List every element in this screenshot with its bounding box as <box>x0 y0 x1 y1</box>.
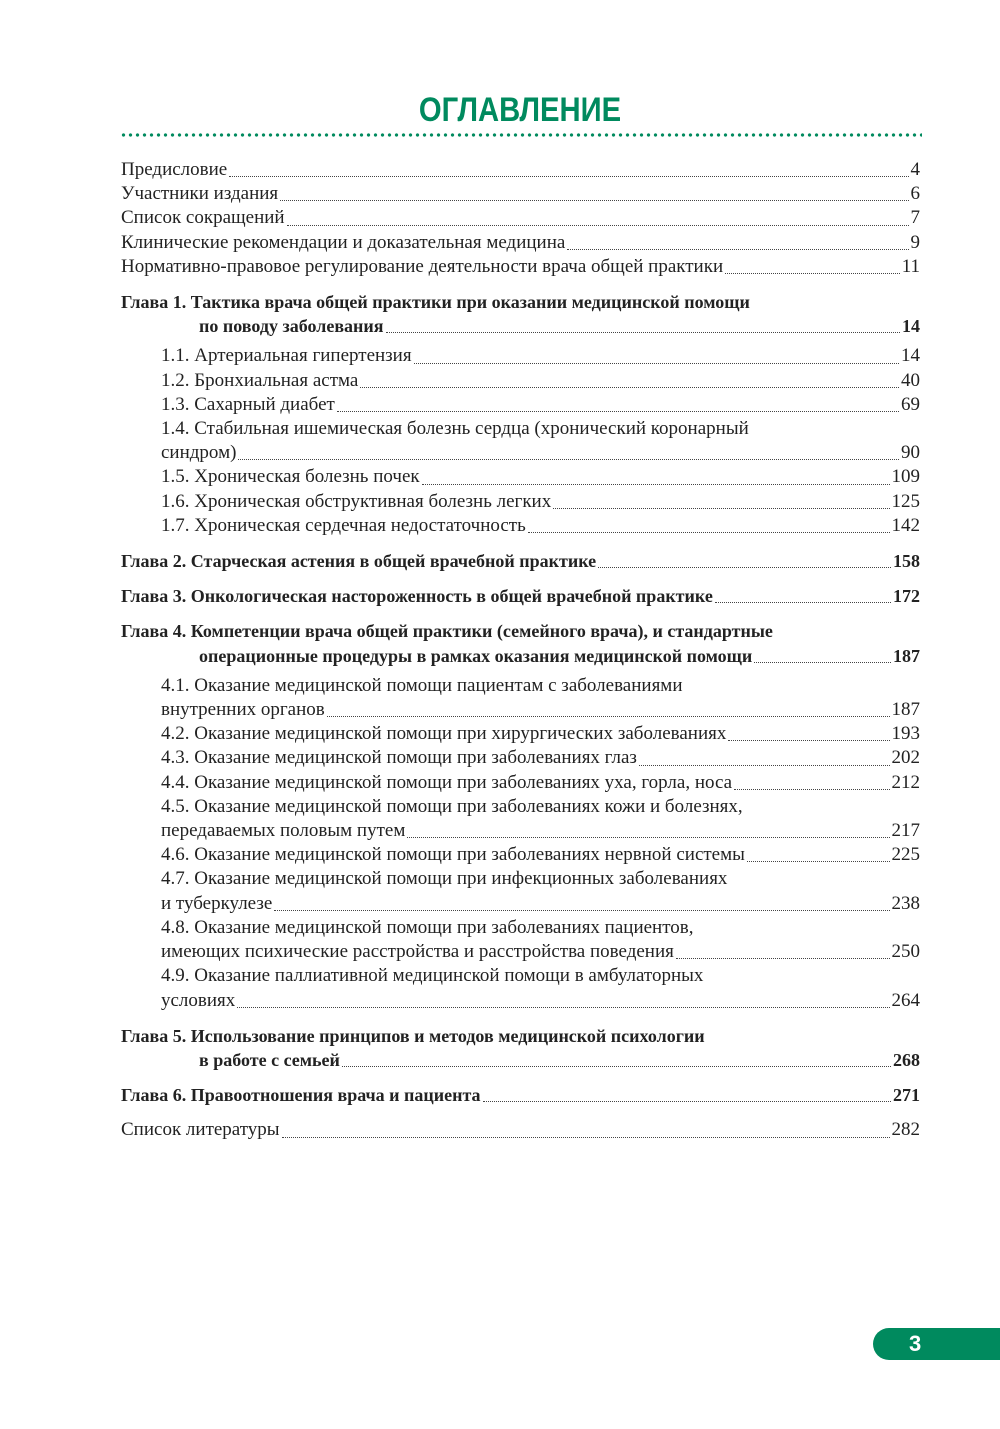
toc-entry-preface[interactable] <box>121 158 920 182</box>
dot-leader <box>386 331 900 333</box>
dot-leader <box>747 860 890 862</box>
toc-entry-page: 187 <box>893 645 920 666</box>
toc-section-1-6[interactable] <box>161 490 920 514</box>
toc-entry-page: 109 <box>891 466 920 488</box>
toc-entry-page: 40 <box>901 369 920 391</box>
dot-leader <box>422 483 890 485</box>
toc-entry-page: 6 <box>910 183 920 205</box>
toc-entry-label: Клинические рекомендации и доказательная медицина <box>121 231 566 253</box>
toc-entry-label: 4.1. Оказание медицинской помощи пациентам с заболеваниями <box>161 674 683 696</box>
dot-leader <box>407 836 889 838</box>
toc-section-1-4[interactable] <box>161 417 920 465</box>
toc-chapter-2[interactable] <box>121 549 920 573</box>
toc-entry-label-cont: внутренних органов <box>161 699 325 721</box>
toc-entry-label: 4.8. Оказание медицинской помощи при заболеваниях пациентов, <box>161 916 694 938</box>
toc-entry-page: 225 <box>891 844 920 866</box>
chapter-title: Глава 3. Онкологическая настороженность в общей врачебной практике <box>121 586 713 607</box>
chapter-title-cont: операционные процедуры в рамках оказания медицинской помощи <box>199 645 753 666</box>
dot-leader <box>327 715 890 717</box>
toc-entry-page: 193 <box>891 723 920 745</box>
toc-entry-label: 1.3. Сахарный диабет <box>161 393 335 415</box>
toc-entry-page: 14 <box>901 345 920 367</box>
toc-entry-abbreviations[interactable] <box>121 206 920 230</box>
toc-section-4-1[interactable] <box>161 674 920 722</box>
dotted-divider <box>120 132 922 138</box>
chapter-title-cont: в работе с семьей <box>199 1049 340 1070</box>
toc-entry-page: 264 <box>891 989 920 1011</box>
toc-entry-page: 7 <box>910 207 920 229</box>
toc-entry-page: 250 <box>891 941 920 963</box>
dot-leader <box>274 909 889 911</box>
dot-leader <box>287 224 909 226</box>
toc-entry-page: 4 <box>910 159 920 180</box>
toc-entry-label: 4.4. Оказание медицинской помощи при заболеваниях уха, горла, носа <box>161 771 733 793</box>
toc-section-4-4[interactable] <box>161 771 920 795</box>
toc-entry-page: 268 <box>893 1049 920 1070</box>
chapter-title: Глава 6. Правоотношения врача и пациента <box>121 1085 481 1106</box>
dot-leader <box>337 410 899 412</box>
dot-leader <box>360 386 899 388</box>
dot-leader <box>728 739 889 741</box>
dot-leader <box>280 199 908 201</box>
toc-entry-contributors[interactable] <box>121 182 920 206</box>
toc-entry-label: 4.2. Оказание медицинской помощи при хирургических заболеваниях <box>161 723 727 745</box>
toc-entry-label: 1.6. Хроническая обструктивная болезнь легких <box>161 490 552 512</box>
toc-entry-page: 90 <box>901 442 920 464</box>
toc-entry-regulation[interactable] <box>121 255 920 279</box>
toc-entry-page: 187 <box>891 699 920 721</box>
dot-leader <box>725 272 900 274</box>
chapter-title: Глава 4. Компетенции врача общей практики (семейного врача), и стандартные <box>121 621 773 642</box>
toc-entry-references[interactable] <box>121 1118 920 1142</box>
chapter-title: Глава 5. Использование принципов и методов медицинской психологии <box>121 1025 705 1046</box>
toc-entry-label: 1.1. Артериальная гипертензия <box>161 345 412 367</box>
toc-section-1-1[interactable] <box>161 344 920 368</box>
toc-entry-label: 4.9. Оказание паллиативной медицинской помощи в амбулаторных <box>161 965 704 987</box>
toc-entry-label: Список сокращений <box>121 207 285 229</box>
toc-section-4-8[interactable] <box>161 916 920 964</box>
dot-leader <box>483 1100 891 1102</box>
toc-entry-label: 4.3. Оказание медицинской помощи при заболеваниях глаз <box>161 747 637 769</box>
toc-entry-page: 142 <box>891 514 920 536</box>
toc-entry-page: 202 <box>891 747 920 769</box>
toc-section-1-5[interactable] <box>161 465 920 489</box>
toc-section-1-2[interactable] <box>161 369 920 393</box>
toc-entry-page: 238 <box>891 892 920 914</box>
table-of-contents <box>121 158 920 1143</box>
toc-entry-guidelines[interactable] <box>121 231 920 255</box>
dot-leader <box>553 507 889 509</box>
chapter-title: Глава 2. Старческая астения в общей врачебной практике <box>121 551 597 572</box>
toc-chapter-6[interactable] <box>121 1083 920 1107</box>
dot-leader <box>229 175 908 177</box>
toc-entry-label-cont: условиях <box>161 989 236 1011</box>
dot-leader <box>598 566 891 568</box>
toc-entry-label: Участники издания <box>121 183 279 205</box>
toc-section-4-6[interactable] <box>161 843 920 867</box>
dot-leader <box>676 957 890 959</box>
toc-entry-page: 125 <box>891 490 920 512</box>
toc-entry-label-cont: имеющих психические расстройства и расстройства поведения <box>161 941 674 963</box>
toc-entry-page: 172 <box>893 586 920 607</box>
dot-leader <box>342 1065 891 1067</box>
chapter-title-cont: по поводу заболевания <box>199 316 384 337</box>
toc-entry-page: 217 <box>891 820 920 842</box>
toc-entry-label-cont: и туберкулезе <box>161 892 273 914</box>
toc-section-4-5[interactable] <box>161 795 920 843</box>
toc-entry-page: 14 <box>902 316 920 337</box>
toc-entry-label: 1.7. Хроническая сердечная недостаточность <box>161 514 526 536</box>
dot-leader <box>282 1136 890 1138</box>
dot-leader <box>414 362 899 364</box>
toc-entry-label: Список литературы <box>121 1119 280 1141</box>
page-number-tab <box>873 1328 1000 1360</box>
page-title: ОГЛАВЛЕНИЕ <box>418 91 622 129</box>
dot-leader <box>734 788 889 790</box>
dot-leader <box>238 458 899 460</box>
toc-entry-page: 282 <box>891 1119 920 1141</box>
toc-section-4-2[interactable] <box>161 722 920 746</box>
dot-leader <box>754 661 891 663</box>
dot-leader <box>639 764 890 766</box>
dot-leader <box>567 248 908 250</box>
toc-chapter-3[interactable] <box>121 584 920 608</box>
toc-chapter-1[interactable] <box>121 290 920 338</box>
dot-leader <box>715 601 891 603</box>
chapter-title: Глава 1. Тактика врача общей практики при оказании медицинской помощи <box>121 292 750 313</box>
toc-section-4-3[interactable] <box>161 746 920 770</box>
toc-entry-label-cont: синдром) <box>161 442 237 464</box>
toc-entry-page: 9 <box>910 231 920 253</box>
toc-section-1-3[interactable] <box>161 393 920 417</box>
toc-chapter-4[interactable] <box>121 619 920 667</box>
toc-entry-label: 1.5. Хроническая болезнь почек <box>161 466 420 488</box>
toc-entry-page: 11 <box>901 255 920 277</box>
toc-entry-label: 4.6. Оказание медицинской помощи при заболеваниях нервной системы <box>161 844 745 866</box>
toc-entry-label: 4.7. Оказание медицинской помощи при инфекционных заболеваниях <box>161 868 728 890</box>
toc-entry-label: Предисловие <box>121 159 228 180</box>
toc-entry-page: 212 <box>891 771 920 793</box>
toc-entry-label: 1.4. Стабильная ишемическая болезнь сердца (хронический коронарный <box>161 418 749 440</box>
toc-section-4-9[interactable] <box>161 964 920 1012</box>
toc-entry-label: 4.5. Оказание медицинской помощи при заболеваниях кожи и болезнях, <box>161 795 743 817</box>
toc-entry-label: 1.2. Бронхиальная астма <box>161 369 359 391</box>
toc-chapter-5[interactable] <box>121 1024 920 1072</box>
toc-entry-label-cont: передаваемых половым путем <box>161 820 406 842</box>
toc-entry-page: 69 <box>901 393 920 415</box>
page-number: 3 <box>909 1331 922 1356</box>
toc-entry-page: 271 <box>893 1085 920 1106</box>
toc-section-4-7[interactable] <box>161 867 920 915</box>
dot-leader <box>237 1006 889 1008</box>
toc-entry-page: 158 <box>893 551 920 572</box>
toc-section-1-7[interactable] <box>161 514 920 538</box>
dot-leader <box>528 531 890 533</box>
toc-entry-label: Нормативно-правовое регулирование деятельности врача общей практики <box>121 255 724 277</box>
